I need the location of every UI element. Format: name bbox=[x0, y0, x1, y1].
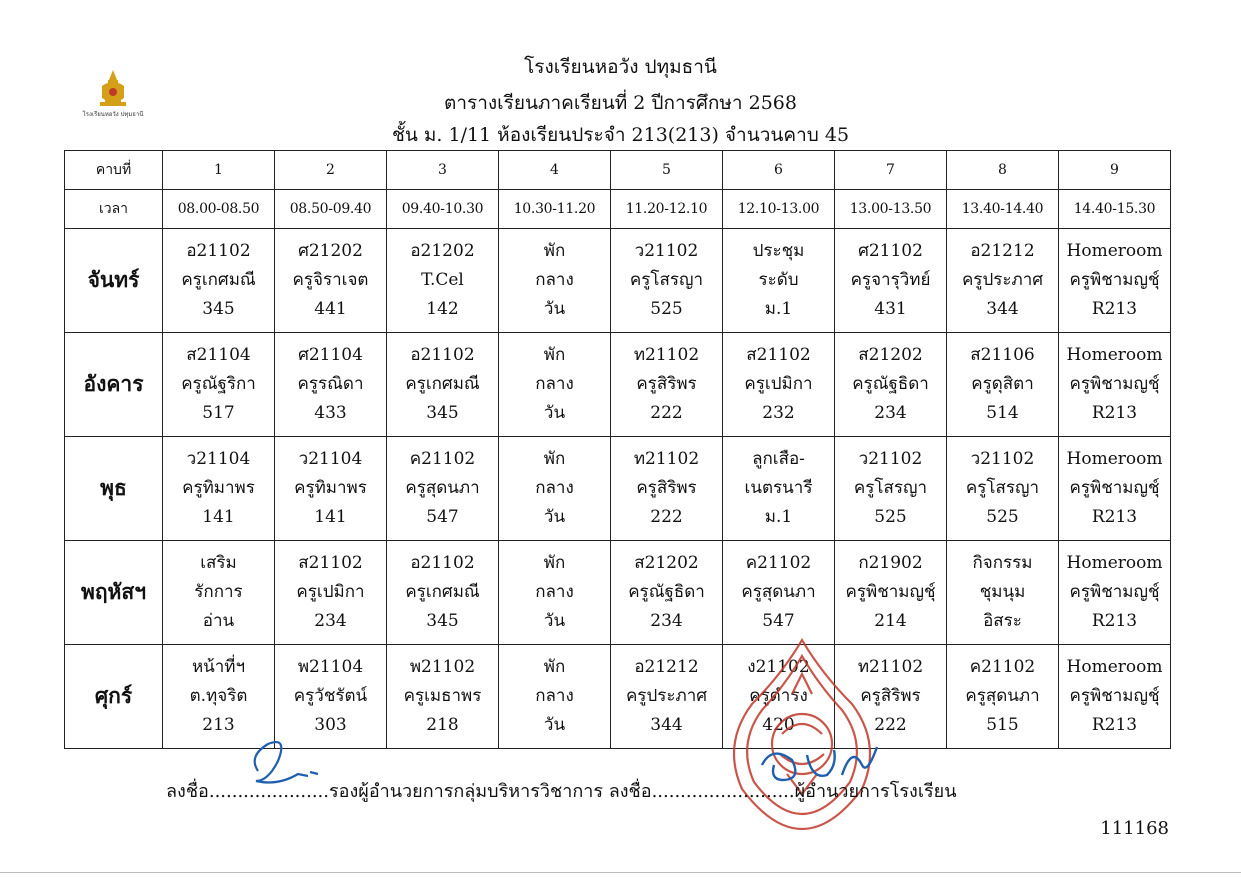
schedule-cell bbox=[723, 541, 835, 645]
cell-line: ครูสุดนภา bbox=[741, 582, 816, 602]
cell-line: ครูเกศมณี bbox=[405, 374, 480, 394]
period-number: 6 bbox=[723, 151, 835, 190]
cell-line: 213 bbox=[202, 715, 235, 735]
cell-line: 525 bbox=[874, 507, 907, 527]
cell-line: ครูดำรง bbox=[749, 686, 808, 706]
cell-line: 141 bbox=[314, 507, 347, 527]
cell-line: ครูโสรญา bbox=[965, 478, 1040, 498]
cell-line: อ21102 bbox=[410, 553, 475, 573]
cell-line: ว21104 bbox=[298, 449, 363, 469]
schedule-cell bbox=[611, 541, 723, 645]
cell-line: ระดับ bbox=[758, 270, 799, 290]
cell-line: ครูพิชามญชุ์ bbox=[1069, 374, 1160, 394]
schedule-cell bbox=[835, 229, 947, 333]
cell-line: 345 bbox=[426, 611, 459, 631]
cell-line: ครูสิริพร bbox=[636, 478, 697, 498]
period-time: 12.10-13.00 bbox=[723, 190, 835, 229]
day-name: อังคาร bbox=[65, 333, 163, 437]
cell-line: 420 bbox=[762, 715, 795, 735]
school-name: โรงเรียนหอวัง ปทุมธานี bbox=[524, 56, 717, 78]
cell-line: ครูณัฐธิดา bbox=[852, 374, 929, 394]
cell-line: ครูสุดนภา bbox=[965, 686, 1040, 706]
schedule-cell bbox=[163, 229, 275, 333]
cell-line: 547 bbox=[426, 507, 459, 527]
cell-line: ก21902 bbox=[858, 553, 923, 573]
cell-line: ว21102 bbox=[634, 241, 699, 261]
cell-line: ครูเกศมณี bbox=[181, 270, 256, 290]
period-time: 08.50-09.40 bbox=[275, 190, 387, 229]
schedule-cell bbox=[723, 229, 835, 333]
cell-line: T.Cel bbox=[421, 270, 464, 290]
cell-line: 303 bbox=[314, 715, 347, 735]
cell-line: 344 bbox=[986, 299, 1019, 319]
schedule-cell bbox=[1059, 437, 1171, 541]
cell-line: อ่าน bbox=[202, 611, 235, 631]
schedule-cell bbox=[611, 333, 723, 437]
cell-line: ครูพิชามญชุ์ bbox=[845, 582, 936, 602]
period-time: 09.40-10.30 bbox=[387, 190, 499, 229]
cell-line: ครูสิริพร bbox=[636, 374, 697, 394]
schedule-cell bbox=[163, 437, 275, 541]
schedule-cell bbox=[387, 645, 499, 749]
schedule-cell bbox=[387, 541, 499, 645]
cell-line: Homeroom bbox=[1066, 345, 1163, 365]
cell-line: ลูกเสือ- bbox=[752, 449, 805, 469]
period-number: 4 bbox=[499, 151, 611, 190]
cell-line: พัก bbox=[543, 241, 566, 261]
cell-line: ต.ทุจริต bbox=[189, 686, 248, 706]
schedule-cell bbox=[835, 333, 947, 437]
schedule-cell bbox=[163, 645, 275, 749]
cell-line: กลาง bbox=[535, 686, 574, 706]
cell-line: ครูจารุวิทย์ bbox=[850, 270, 931, 290]
cell-line: 232 bbox=[762, 403, 795, 423]
cell-line: กลาง bbox=[535, 374, 574, 394]
schedule-cell bbox=[275, 437, 387, 541]
schedule-cell bbox=[723, 333, 835, 437]
period-time: 08.00-08.50 bbox=[163, 190, 275, 229]
cell-line: 234 bbox=[314, 611, 347, 631]
schedule-cell bbox=[835, 437, 947, 541]
schedule-cell bbox=[163, 541, 275, 645]
cell-line: 142 bbox=[426, 299, 459, 319]
cell-line: 515 bbox=[986, 715, 1019, 735]
schedule-cell bbox=[387, 437, 499, 541]
cell-line: 345 bbox=[202, 299, 235, 319]
period-number: 7 bbox=[835, 151, 947, 190]
cell-line: วัน bbox=[543, 507, 566, 527]
cell-line: ครูทิมาพร bbox=[182, 478, 255, 498]
cell-line: ส21104 bbox=[186, 345, 251, 365]
cell-line: ครูพิชามญชุ์ bbox=[1069, 478, 1160, 498]
period-number: 5 bbox=[611, 151, 723, 190]
cell-line: ครูจิราเจต bbox=[292, 270, 369, 290]
schedule-cell bbox=[499, 333, 611, 437]
schedule-cell bbox=[499, 437, 611, 541]
schedule-cell bbox=[947, 541, 1059, 645]
day-row bbox=[65, 333, 1171, 437]
day-row bbox=[65, 541, 1171, 645]
cell-line: อ21102 bbox=[410, 345, 475, 365]
cell-line: อ21202 bbox=[410, 241, 475, 261]
cell-line: R213 bbox=[1091, 611, 1138, 631]
schedule-cell bbox=[387, 333, 499, 437]
cell-line: ง21102 bbox=[747, 657, 810, 677]
bottom-rule bbox=[0, 872, 1241, 873]
cell-line: ครูโสรญา bbox=[853, 478, 928, 498]
cell-line: Homeroom bbox=[1066, 657, 1163, 677]
day-name: ศุกร์ bbox=[65, 645, 163, 749]
period-number: 2 bbox=[275, 151, 387, 190]
cell-line: ครูโสรญา bbox=[629, 270, 704, 290]
period-number: 8 bbox=[947, 151, 1059, 190]
cell-line: ครูสุดนภา bbox=[405, 478, 480, 498]
cell-line: 514 bbox=[986, 403, 1019, 423]
cell-line: Homeroom bbox=[1066, 449, 1163, 469]
cell-line: กลาง bbox=[535, 478, 574, 498]
cell-line: อ21212 bbox=[970, 241, 1035, 261]
schedule-cell bbox=[1059, 645, 1171, 749]
cell-line: เสริม bbox=[200, 553, 237, 573]
period-time: 11.20-12.10 bbox=[611, 190, 723, 229]
cell-line: ครูณัฐริกา bbox=[181, 374, 256, 394]
cell-line: R213 bbox=[1091, 715, 1138, 735]
cell-line: 345 bbox=[426, 403, 459, 423]
cell-line: ม.1 bbox=[764, 507, 793, 527]
schedule-cell bbox=[387, 229, 499, 333]
cell-line: ท21102 bbox=[633, 345, 700, 365]
day-name: พฤหัสฯ bbox=[65, 541, 163, 645]
schedule-cell bbox=[723, 437, 835, 541]
cell-line: อ21102 bbox=[186, 241, 251, 261]
cell-line: ครูเปมิกา bbox=[744, 374, 813, 394]
schedule-cell bbox=[275, 541, 387, 645]
schedule-cell bbox=[947, 333, 1059, 437]
cell-line: ครูประภาศ bbox=[625, 686, 708, 706]
cell-line: ค21102 bbox=[409, 449, 476, 469]
schedule-cell bbox=[947, 645, 1059, 749]
cell-line: ส21102 bbox=[298, 553, 363, 573]
cell-line: ครูเปมิกา bbox=[296, 582, 365, 602]
logo-caption: โรงเรียนหอวัง ปทุมธานี bbox=[82, 111, 144, 118]
cell-line: 234 bbox=[650, 611, 683, 631]
cell-line: ศ21102 bbox=[858, 241, 923, 261]
cell-line: พ21104 bbox=[297, 657, 364, 677]
document-code: 111168 bbox=[1100, 818, 1169, 839]
cell-line: ครูพิชามญชุ์ bbox=[1069, 582, 1160, 602]
cell-line: 525 bbox=[986, 507, 1019, 527]
period-time: 10.30-11.20 bbox=[499, 190, 611, 229]
cell-line: ประชุม bbox=[752, 241, 805, 261]
day-name: พุธ bbox=[65, 437, 163, 541]
schedule-cell bbox=[275, 645, 387, 749]
signature-line: ลงชื่อ.....................รองผู้อำนวยการกลุ่มบริหารวิชาการ ลงชื่อ.........................ผู้อำนวยการโรงเรียน bbox=[166, 781, 957, 802]
day-row bbox=[65, 229, 1171, 333]
cell-line: ท21102 bbox=[857, 657, 924, 677]
cell-line: ค21102 bbox=[969, 657, 1036, 677]
schedule-cell bbox=[611, 645, 723, 749]
cell-line: ครูทิมาพร bbox=[294, 478, 367, 498]
cell-line: พัก bbox=[543, 345, 566, 365]
cell-line: พ21102 bbox=[409, 657, 476, 677]
schedule-cell bbox=[1059, 229, 1171, 333]
cell-line: 222 bbox=[650, 403, 683, 423]
schedule-cell bbox=[275, 333, 387, 437]
cell-line: R213 bbox=[1091, 507, 1138, 527]
time-label: เวลา bbox=[65, 190, 163, 229]
schedule-cell bbox=[275, 229, 387, 333]
day-row bbox=[65, 437, 1171, 541]
schedule-cell bbox=[499, 645, 611, 749]
schedule-cell bbox=[1059, 541, 1171, 645]
cell-line: 525 bbox=[650, 299, 683, 319]
cell-line: 344 bbox=[650, 715, 683, 735]
cell-line: ส21106 bbox=[970, 345, 1035, 365]
cell-line: ครูสิริพร bbox=[860, 686, 921, 706]
cell-line: พัก bbox=[543, 657, 566, 677]
cell-line: วัน bbox=[543, 299, 566, 319]
cell-line: ครูประภาศ bbox=[961, 270, 1044, 290]
period-time: 14.40-15.30 bbox=[1059, 190, 1171, 229]
period-number: 1 bbox=[163, 151, 275, 190]
cell-line: ว21102 bbox=[858, 449, 923, 469]
cell-line: ครูดุสิตา bbox=[971, 374, 1034, 394]
cell-line: หน้าที่ฯ bbox=[191, 657, 246, 677]
cell-line: กลาง bbox=[535, 582, 574, 602]
period-number: 9 bbox=[1059, 151, 1171, 190]
cell-line: ครูวัชรัตน์ bbox=[293, 686, 368, 706]
period-time: 13.40-14.40 bbox=[947, 190, 1059, 229]
cell-line: 222 bbox=[874, 715, 907, 735]
cell-line: กิจกรรม bbox=[972, 553, 1033, 573]
cell-line: ม.1 bbox=[764, 299, 793, 319]
cell-line: Homeroom bbox=[1066, 553, 1163, 573]
period-number: 3 bbox=[387, 151, 499, 190]
cell-line: อิสระ bbox=[983, 611, 1022, 631]
cell-line: ครูรณิดา bbox=[297, 374, 364, 394]
schedule-cell bbox=[611, 229, 723, 333]
schedule-cell bbox=[1059, 333, 1171, 437]
cell-line: 517 bbox=[202, 403, 235, 423]
timetable bbox=[64, 150, 1171, 749]
cell-line: รักการ bbox=[194, 582, 243, 602]
cell-line: ชุมนุม bbox=[979, 582, 1026, 602]
cell-line: 234 bbox=[874, 403, 907, 423]
cell-line: ว21104 bbox=[186, 449, 251, 469]
period-time: 13.00-13.50 bbox=[835, 190, 947, 229]
cell-line: 441 bbox=[314, 299, 347, 319]
schedule-cell bbox=[835, 541, 947, 645]
cell-line: 214 bbox=[874, 611, 907, 631]
day-row bbox=[65, 645, 1171, 749]
cell-line: ศ21104 bbox=[298, 345, 363, 365]
cell-line: ศ21202 bbox=[298, 241, 363, 261]
day-name: จันทร์ bbox=[65, 229, 163, 333]
cell-line: พัก bbox=[543, 553, 566, 573]
cell-line: R213 bbox=[1091, 299, 1138, 319]
cell-line: กลาง bbox=[535, 270, 574, 290]
cell-line: ส21102 bbox=[746, 345, 811, 365]
schedule-cell bbox=[163, 333, 275, 437]
cell-line: 547 bbox=[762, 611, 795, 631]
cell-line: Homeroom bbox=[1066, 241, 1163, 261]
schedule-cell bbox=[499, 541, 611, 645]
cell-line: วัน bbox=[543, 403, 566, 423]
time-row bbox=[65, 190, 1171, 229]
cell-line: 431 bbox=[874, 299, 907, 319]
cell-line: ครูเกศมณี bbox=[405, 582, 480, 602]
cell-line: วัน bbox=[543, 611, 566, 631]
cell-line: ครูณัฐธิดา bbox=[628, 582, 705, 602]
schedule-cell bbox=[947, 229, 1059, 333]
cell-line: 433 bbox=[314, 403, 347, 423]
cell-line: ส21202 bbox=[634, 553, 699, 573]
cell-line: ครูเมธาพร bbox=[403, 686, 482, 706]
cell-line: 218 bbox=[426, 715, 459, 735]
cell-line: ครูพิชามญชุ์ bbox=[1069, 270, 1160, 290]
schedule-cell bbox=[947, 437, 1059, 541]
cell-line: ส21202 bbox=[858, 345, 923, 365]
cell-line: พัก bbox=[543, 449, 566, 469]
cell-line: 141 bbox=[202, 507, 235, 527]
cell-line: R213 bbox=[1091, 403, 1138, 423]
cell-line: วัน bbox=[543, 715, 566, 735]
cell-line: เนตรนารี bbox=[744, 478, 813, 498]
cell-line: 222 bbox=[650, 507, 683, 527]
schedule-title: ตารางเรียนภาคเรียนที่ 2 ปีการศึกษา 2568 bbox=[444, 92, 797, 114]
period-label: คาบที่ bbox=[65, 151, 163, 190]
schedule-cell bbox=[611, 437, 723, 541]
period-row bbox=[65, 151, 1171, 190]
class-info: ชั้น ม. 1/11 ห้องเรียนประจำ 213(213) จำนวนคาบ 45 bbox=[391, 124, 850, 146]
cell-line: ท21102 bbox=[633, 449, 700, 469]
cell-line: ค21102 bbox=[745, 553, 812, 573]
schedule-cell bbox=[499, 229, 611, 333]
cell-line: ว21102 bbox=[970, 449, 1035, 469]
cell-line: ครูพิชามญชุ์ bbox=[1069, 686, 1160, 706]
cell-line: อ21212 bbox=[634, 657, 699, 677]
